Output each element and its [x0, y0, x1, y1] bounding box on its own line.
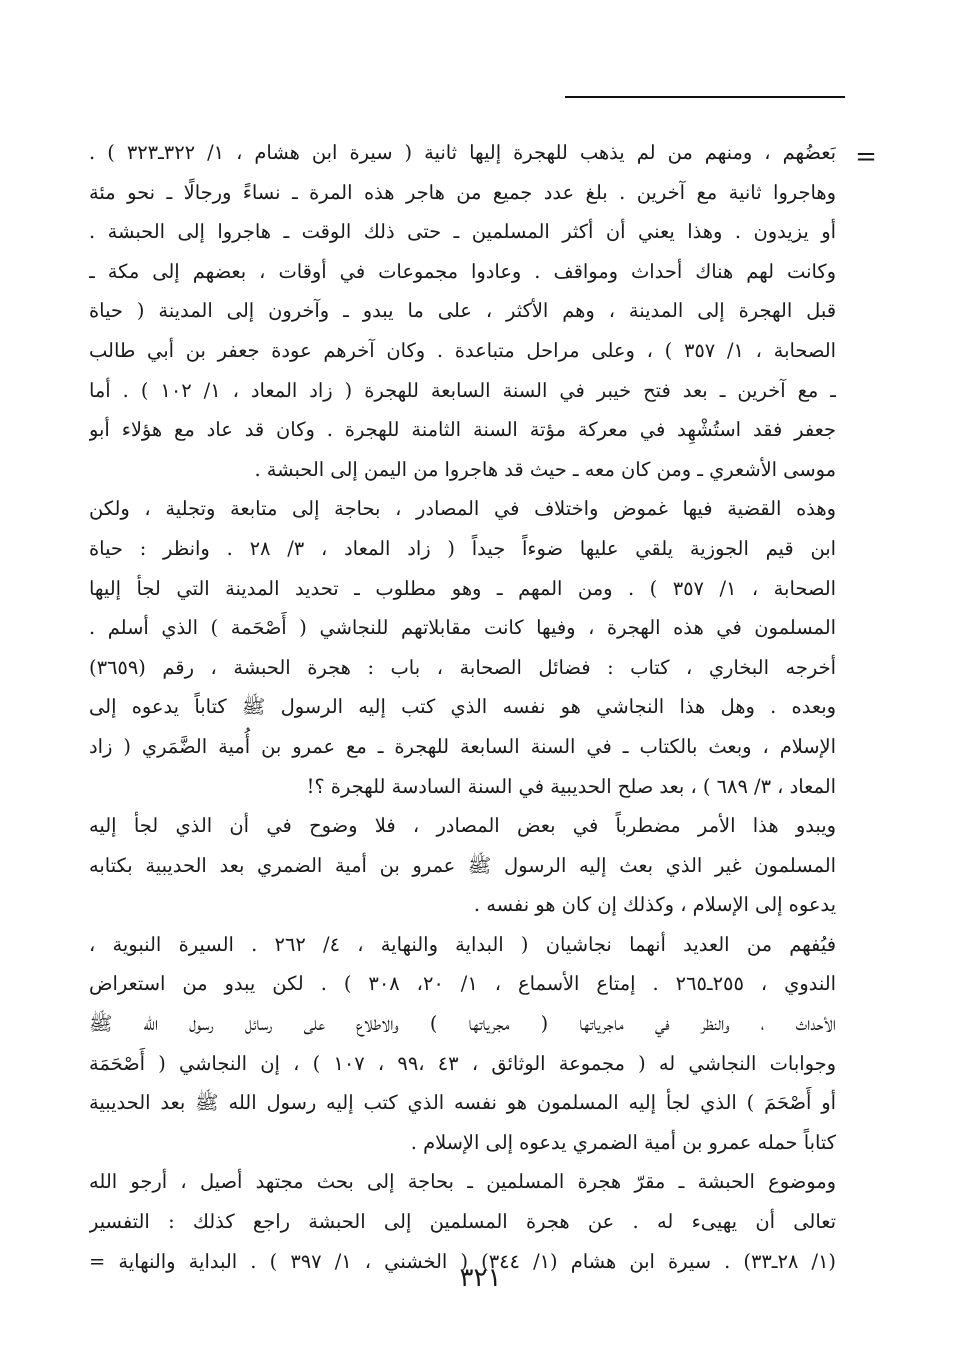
text-line: كتاباً حمله عمرو بن أمية الضمري يدعوه إلى الإسلام .	[410, 1130, 836, 1154]
text-line: أو أَصْحَمَ ) الذي لجأ إليه المسلمون هو نفسه الذي كتب إليه رسول الله ﷺ بعد الحديبية	[89, 1091, 836, 1115]
text-line: ابن قيم الجوزية يلقي عليها ضوءاً جيداً ( زاد المعاد ، ٣/ ٢٨ . وانظر : حياة	[89, 536, 836, 560]
text-line: وهاجروا ثانية مع آخرين . بلغ عدد جميع من هاجر هذه المرة ـ نساءً ورجالًا ـ نحو مئة	[89, 180, 836, 204]
text-line: وكانت لهم هناك أحداث ومواقف . وعادوا مجموعات في أوقات ، بعضهم إلى مكة ـ	[89, 259, 836, 283]
text-line: موسى الأشعري ـ ومن كان معه ـ حيث قد هاجروا من اليمن إلى الحبشة .	[254, 457, 836, 481]
text-line: وبعده . وهل هذا النجاشي هو نفسه الذي كتب إليه الرسول ﷺ كتاباً يدعوه إلى	[89, 695, 836, 719]
text-line: أو يزيدون . وهذا يعني أن أكثر المسلمين ـ حتى ذلك الوقت ـ هاجروا إلى الحبشة .	[89, 220, 836, 244]
top-separator-rule	[565, 96, 845, 98]
text-line: المسلمون غير الذي بعث إليه الرسول ﷺ عمرو بن أمية الضمري بعد الحديبية بكتابه	[89, 853, 836, 877]
text-line: الإسلام ، وبعث بالكتاب ـ في السنة السابعة للهجرة ـ مع عمرو بن أُمية الضَّمَري ( زاد	[89, 734, 836, 758]
text-line: (١/ ٢٨ـ٣٣) . سيرة ابن هشام (١/ ٣٤٤) ( الخشني ، ١/ ٣٩٧ ) . البداية والنهاية =	[89, 1249, 836, 1273]
text-line: الصحابة ، ١/ ٣٥٧ ) ، وعلى مراحل متباعدة . وكان آخرهم عودة جعفر بن أبي طالب	[89, 338, 836, 362]
text-line: تعالى أن يهيىء له . عن هجرة المسلمين إلى الحبشة راجع كذلك : التفسير	[89, 1210, 836, 1234]
text-line: الندوي ، ٢٥٥ـ٢٦٥ . إمتاع الأسماع ، ١/ ٢٠، ٣٠٨ ) . لكن يبدو من استعراض	[89, 972, 836, 996]
text-line: الصحابة ، ١/ ٣٥٧ ) . ومن المهم ـ وهو مطلوب ـ تحديد المدينة التي لجأ إليها	[89, 576, 836, 600]
text-line: ويبدو هذا الأمر مضطرباً في بعض المصادر ، فلا وضوح في أن الذي لجأ إليه	[89, 814, 836, 838]
text-line: وهذه القضية فيها غموض واختلاف في المصادر ، بحاجة إلى متابعة وتجلية ، ولكن	[89, 497, 836, 521]
text-line: الأحداث ، والنظر في ماجرياتها ( مجرياتها ) والاطلاع على رسائل رسول الله ﷺ	[89, 1012, 836, 1036]
continuation-mark: =	[855, 142, 877, 172]
text-line: وجوابات النجاشي له ( مجموعة الوثائق ، ٤٣ ،٩٩ ، ١٠٧ ) ، إن النجاشي ( أَصْحَمَة	[89, 1051, 836, 1075]
footnote-text-block	[89, 133, 836, 1281]
text-line: يدعوه إلى الإسلام ، وكذلك إن كان هو نفسه .	[473, 893, 836, 917]
text-line: بَعضُهم ، ومنهم من لم يذهب للهجرة إليها ثانية ( سيرة ابن هشام ، ١/ ٣٢٢ـ٣٢٣ ) .	[89, 141, 836, 164]
text-line: أخرجه البخاري ، كتاب : فضائل الصحابة ، باب : هجرة الحبشة ، رقم (٣٦٥٩)	[89, 655, 836, 679]
text-line: المعاد ، ٣/ ٦٨٩ ) ، بعد صلح الحديبية في السنة السادسة للهجرة ؟!	[306, 774, 836, 798]
text-line: المسلمون في هذه الهجرة ، وفيها كانت مقابلاتهم للنجاشي ( أَصْحَمة ) الذي أسلم .	[89, 616, 836, 640]
text-line: وموضوع الحبشة ـ مقرّ هجرة المسلمين ـ بحاجة إلى بحث مجتهد أصيل ، أرجو الله	[89, 1170, 836, 1194]
text-line: فيُفهم من العديد أنهما نجاشيان ( البداية والنهاية ، ٤/ ٢٦٢ . السيرة النبوية ،	[89, 932, 836, 956]
page-number: ٣٢١	[459, 1263, 502, 1293]
text-line: ـ مع آخرين ـ بعد فتح خيبر في السنة السابعة للهجرة ( زاد المعاد ، ١/ ١٠٢ ) . أما	[89, 378, 836, 402]
text-line: قبل الهجرة إلى المدينة ، وهم الأكثر ، على ما يبدو ـ وآخرون إلى المدينة ( حياة	[89, 299, 836, 323]
text-line: جعفر فقد استُشْهِد في معركة مؤتة السنة الثامنة للهجرة . وكان قد عاد مع هؤلاء أبو	[89, 418, 836, 442]
